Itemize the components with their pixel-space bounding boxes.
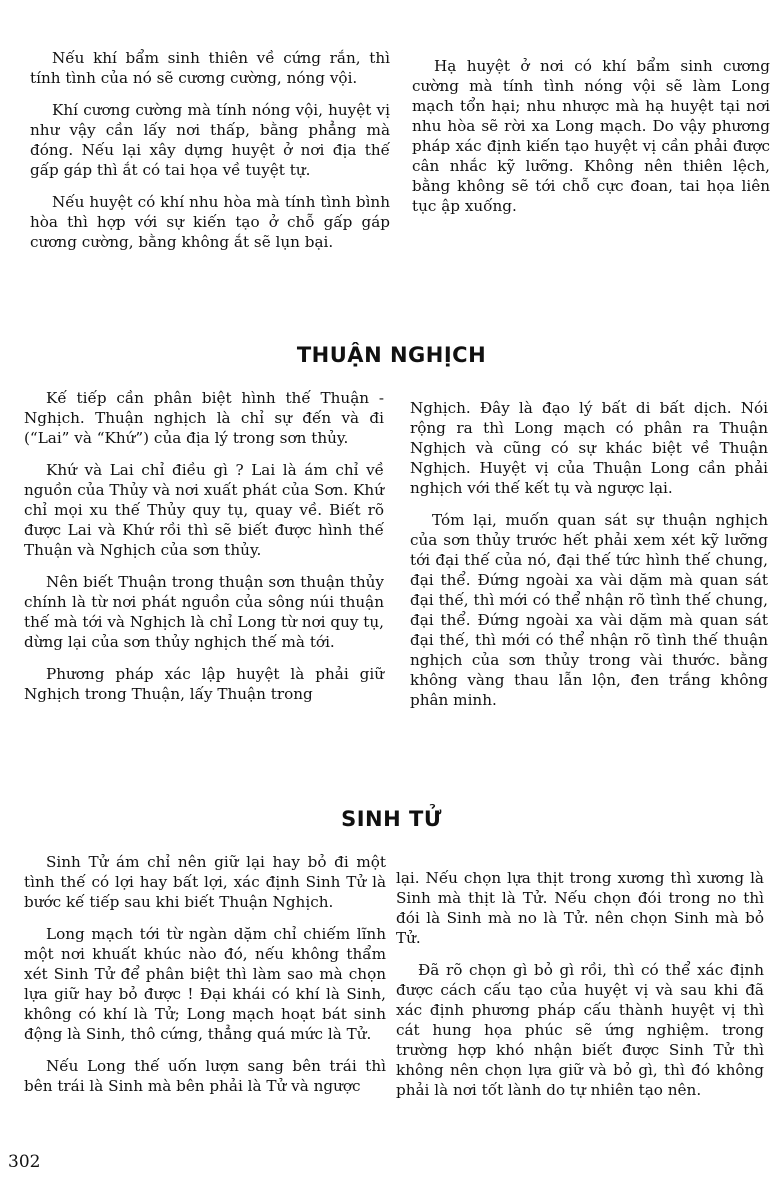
section2-left-paragraph-1: Sinh Tử ám chỉ nên giữ lại hay bỏ đi một tình thế có lợi hay bất lợi, xác định Sinh Tử là bước kế tiếp sau khi biết Thuận Nghịch. (24, 853, 386, 911)
section1-left-column (24, 388, 384, 716)
intro-left-paragraph-2: Khí cương cường mà tính nóng vội, huyệt vị như vậy cần lấy nơi thấp, bằng phẳng mà đóng. Nếu lại xây dựng huyệt ở nơi địa thế gấp gáp thì ắt có tai họa về tuyệt tự. (30, 101, 390, 179)
section1-right-paragraph-2: Tóm lại, muốn quan sát sự thuận nghịch của sơn thủy trước hết phải xem xét kỹ lưỡng tới đại thế của nó, đại thế tức hình thế chung, đại thể. Đứng ngoài xa vài dặm mà quan sát đại thế, thì mới có thể nhận rõ tình thế chung, đại thể. Đứng ngoài xa vài dặm mà quan sát đại thế, thì mới có thể nhận rõ tình thế thuận nghịch của sơn thủy trong vài thước. bằng không vàng thau lẫn lộn, đen trắng không phân minh. (410, 511, 768, 709)
section1-left-paragraph-1: Kế tiếp cần phân biệt hình thế Thuận - Nghịch. Thuận nghịch là chỉ sự đến và đi (“Lai” và “Khứ”) của địa lý trong sơn thủy. (24, 389, 384, 447)
intro-left-paragraph-3: Nếu huyệt có khí nhu hòa mà tính tình bình hòa thì hợp với sự kiến tạo ở chỗ gấp gáp cương cường, bằng không ắt sẽ lụn bại. (30, 193, 390, 251)
intro-left-paragraph-1: Nếu khí bẩm sinh thiên về cứng rắn, thì tính tình của nó sẽ cương cường, nóng vội. (30, 49, 390, 87)
section2-left-paragraph-3: Nếu Long thế uốn lượn sang bên trái thì bên trái là Sinh mà bên phải là Tử và ngược (24, 1057, 386, 1095)
section1-right-paragraph-1: Nghịch. Đây là đạo lý bất di bất dịch. Nói rộng ra thì Long mạch có phân ra Thuận Nghịch và cũng có sự khác biệt về Thuận Nghịch. Huyệt vị của Thuận Long cần phải nghịch với thế kết tụ và ngược lại. (410, 399, 768, 497)
section-title-sinh-tu: SINH TỬ (341, 807, 442, 831)
intro-right-column (412, 56, 770, 228)
section1-right-column (410, 398, 768, 722)
section2-right-column (396, 868, 764, 1112)
section2-left-paragraph-2: Long mạch tới từ ngàn dặm chỉ chiếm lĩnh một nơi khuất khúc nào đó, nếu không thẩm xét Sinh Tử để phân biệt thì làm sao mà chọn lựa giữ hay bỏ được ! Đại khái có khí là Sinh, không có khí là Tử; Long mạch hoạt bát sinh động là Sinh, thô cứng, thẳng quá mức là Tử. (24, 925, 386, 1043)
section1-left-paragraph-4: Phương pháp xác lập huyệt là phải giữ Nghịch trong Thuận, lấy Thuận trong (24, 665, 384, 703)
section1-left-paragraph-2: Khứ và Lai chỉ điều gì ? Lai là ám chỉ về nguồn của Thủy và nơi xuất phát của Sơn. Khứ chỉ mọi xu thế Thủy quy tụ, quay về. Biết rõ được Lai và Khứ rồi thì sẽ biết được hình thế Thuận và Nghịch của sơn thủy. (24, 461, 384, 559)
intro-right-paragraph-1: Hạ huyệt ở nơi có khí bẩm sinh cương cường mà tính tình nóng vội sẽ làm Long mạch tổn hại; nhu nhược mà hạ huyệt tại nơi nhu hòa sẽ rời xa Long mạch. Do vậy phương pháp xác định kiến tạo huyệt vị cần phải được cân nhắc kỹ lưỡng. Không nên thiên lệch, bằng không sẽ tới chỗ cực đoan, tai họa liên tục ập xuống. (412, 57, 770, 215)
section2-left-column (24, 852, 386, 1108)
section2-right-paragraph-2: Đã rõ chọn gì bỏ gì rồi, thì có thể xác định được cách cấu tạo của huyệt vị và sau khi đã xác định phương pháp cấu thành huyệt vị thì cát hung họa phúc sẽ ứng nghiệm. trong trường hợp khó nhận biết được Sinh Tử thì không nên chọn lựa giữ và bỏ gì, thì đó không phải là nơi tốt lành do tự nhiên tạo nên. (396, 961, 764, 1099)
intro-left-column (30, 48, 390, 264)
section1-left-paragraph-3: Nên biết Thuận trong thuận sơn thuận thủy chính là từ nơi phát nguồn của sông núi thuận thế mà tới và Nghịch là chỉ Long từ nơi quy tụ, dừng lại của sơn thủy nghịch thế mà tới. (24, 573, 384, 651)
section2-right-paragraph-1: lại. Nếu chọn lựa thịt trong xương thì xương là Sinh mà thịt là Tử. Nếu chọn đói trong no thì đói là Sinh mà no là Tử. nên chọn Sinh mà bỏ Tử. (396, 869, 764, 947)
page-number: 302 (8, 1152, 41, 1172)
section-title-thuan-nghich: THUẬN NGHỊCH (296, 343, 487, 367)
